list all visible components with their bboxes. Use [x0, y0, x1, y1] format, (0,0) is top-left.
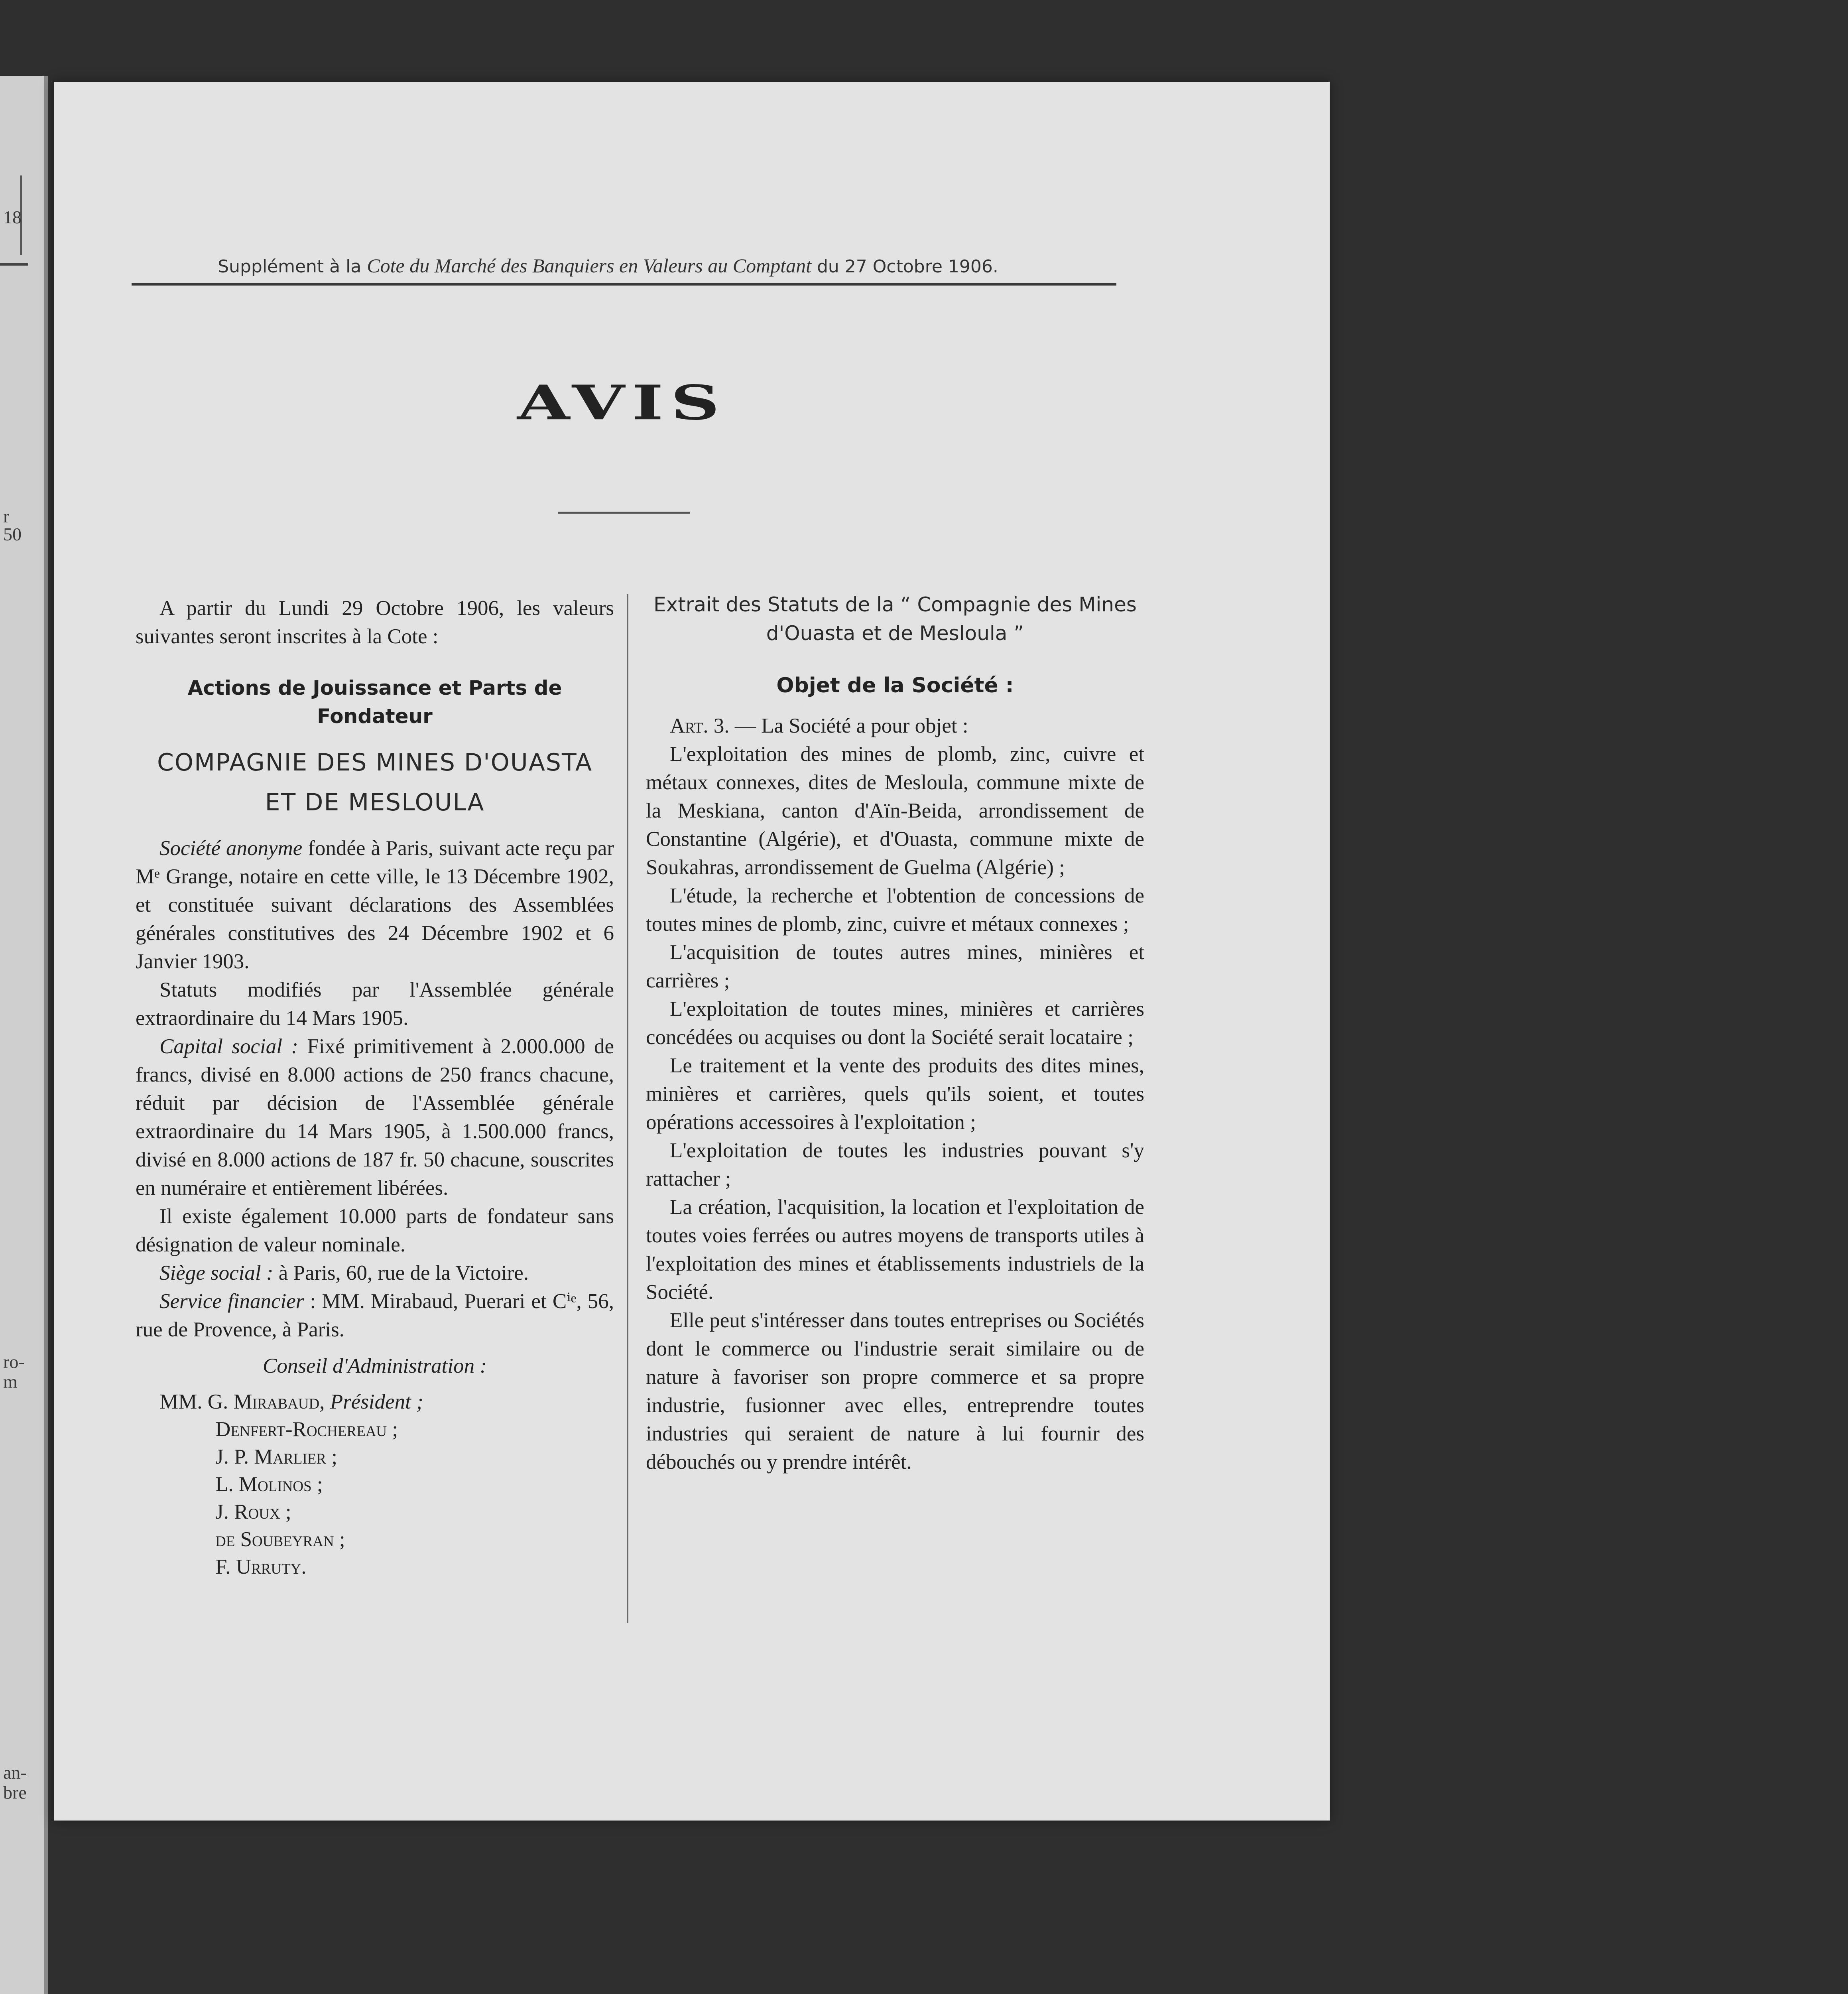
page-title: AVIS: [517, 375, 727, 431]
member-row: [136, 1388, 614, 1416]
parts-paragraph: Il existe également 10.000 parts de fondateur sans désignation de valeur nominale.: [136, 1205, 614, 1256]
edge-fragment: r: [3, 506, 10, 526]
intro-paragraph: A partir du Lundi 29 Octobre 1906, les valeurs suivantes seront inscrites à la Cote :: [136, 597, 614, 648]
objet-paragraph: L'acquisition de toutes autres mines, minières et carrières ;: [646, 941, 1144, 992]
label-siege: Siège social :: [159, 1261, 274, 1285]
edge-fragment: 50: [3, 524, 22, 544]
member-row: F. Urruty.: [215, 1555, 307, 1578]
running-header: [138, 254, 1078, 277]
header-suffix: du 27 Octobre 1906.: [811, 256, 998, 277]
company-name-line-1: COMPAGNIE DES MINES D'OUASTA: [157, 749, 592, 776]
edge-rule: [0, 263, 28, 266]
objet-paragraph: L'exploitation de toutes mines, minières et carrières concédées ou acquises ou dont la Société serait locataire ;: [646, 997, 1144, 1049]
statuts-paragraph: Statuts modifiés par l'Assemblée générale extraordinaire du 14 Mars 1905.: [136, 978, 614, 1030]
objet-paragraph: La création, l'acquisition, la location et l'exploitation de toutes voies ferrées ou autres moyens de transports utiles à l'exploitation des mines et établissements industriels de la Société.: [646, 1196, 1144, 1304]
member-row: L. Molinos ;: [215, 1473, 323, 1496]
member-name: G. Mirabaud,: [207, 1390, 325, 1413]
header-publication: Cote du Marché des Banquiers en Valeurs au Comptant: [367, 254, 811, 277]
member-row: J. Roux ;: [215, 1500, 291, 1523]
section-heading: Actions de Jouissance et Parts de Fondateur: [187, 676, 562, 728]
siege-paragraph: [136, 1259, 614, 1287]
edge-fragment: an-: [3, 1763, 27, 1783]
objet-paragraph: L'étude, la recherche et l'obtention de concessions de toutes mines de plomb, zinc, cuivre et métaux connexes ;: [646, 884, 1144, 936]
capital-text: Fixé primitivement à 2.000.000 de francs, divisé en 8.000 actions de 250 francs chacune, réduit par décision de l'Assemblée générale extraordinaire du 14 Mars 1905, à 1.500.000 francs, divisé en 8.000 actions de 187 fr. 50 chacune, souscrites en numéraire et entièrement libérées.: [136, 1035, 614, 1200]
left-column: [136, 594, 614, 1581]
objet-paragraph: L'exploitation de toutes les industries pouvant s'y rattacher ;: [646, 1139, 1144, 1190]
member-role: Président ;: [325, 1390, 423, 1413]
article-line: [646, 712, 1144, 740]
company-name: [136, 743, 614, 822]
header-rule: [132, 283, 1116, 286]
siege-text: à Paris, 60, rue de la Victoire.: [273, 1261, 529, 1285]
objet-paragraph: L'exploitation des mines de plomb, zinc, cuivre et métaux connexes, dites de Mesloula, commune mixte de la Meskiana, canton d'Aïn-Beida, arrondissement de Constantine (Algérie), et d'Ouasta, commune mixte de Soukahras, arrondissement de Guelma (Algérie) ;: [646, 743, 1144, 879]
conseil-title: Conseil d'Administration :: [263, 1354, 487, 1377]
article-text: — La Société a pour objet :: [729, 714, 968, 737]
member-row: J. P. Marlier ;: [215, 1445, 337, 1468]
column-divider: [627, 594, 628, 1623]
label-capital: Capital social :: [159, 1035, 299, 1058]
objet-paragraph: Elle peut s'intéresser dans toutes entreprises ou Sociétés dont le commerce ou l'industrie serait similaire ou de nature à favoriser son propre commerce et sa propre industrie, fusionner avec elles, entreprendre toutes industries qui seraient de nature à lui fournir des débouchés ou y prendre intérêt.: [646, 1309, 1144, 1474]
header-prefix: Supplément à la: [218, 256, 367, 277]
objet-paragraph: Le traitement et la vente des produits des dites mines, minières et carrières, quels qu'ils soient, et toutes opérations accessoires à l'exploitation ;: [646, 1054, 1144, 1134]
company-name-line-2: ET DE MESLOULA: [265, 788, 485, 816]
title-rule: [558, 512, 690, 514]
label-societe: Société anonyme: [159, 837, 303, 860]
edge-fragment: bre: [3, 1783, 27, 1803]
service-text: : MM. Mirabaud, Puerari et Cⁱᵉ, 56, rue de Provence, à Paris.: [136, 1290, 614, 1341]
label-service: Service financier: [159, 1290, 304, 1313]
edge-fragment: ro-: [3, 1352, 25, 1372]
previous-page-edge: [0, 76, 48, 1994]
member-row: Denfert-Rochereau ;: [215, 1418, 398, 1441]
member-row: de Soubeyran ;: [215, 1528, 345, 1551]
capital-paragraph: [136, 1032, 614, 1202]
edge-fragment: 18: [3, 207, 22, 227]
article-label: Art. 3.: [670, 714, 730, 737]
objet-heading: Objet de la Société :: [776, 674, 1014, 698]
company-description: [136, 834, 614, 976]
right-column: [646, 590, 1144, 1476]
description-text: fondée à Paris, suivant acte reçu par Mᵉ Grange, notaire en cette ville, le 13 Décembre 1902, et constituée suivant déclarations des Assemblées générales constitutives des 24 Décembre 1902 et 6 Janvier 1903.: [136, 837, 614, 973]
edge-fragment: m: [3, 1372, 18, 1392]
members-prefix: MM.: [159, 1390, 208, 1413]
statuts-title: Extrait des Statuts de la “ Compagnie des Mines d'Ouasta et de Mesloula ”: [653, 593, 1137, 645]
service-paragraph: [136, 1287, 614, 1344]
